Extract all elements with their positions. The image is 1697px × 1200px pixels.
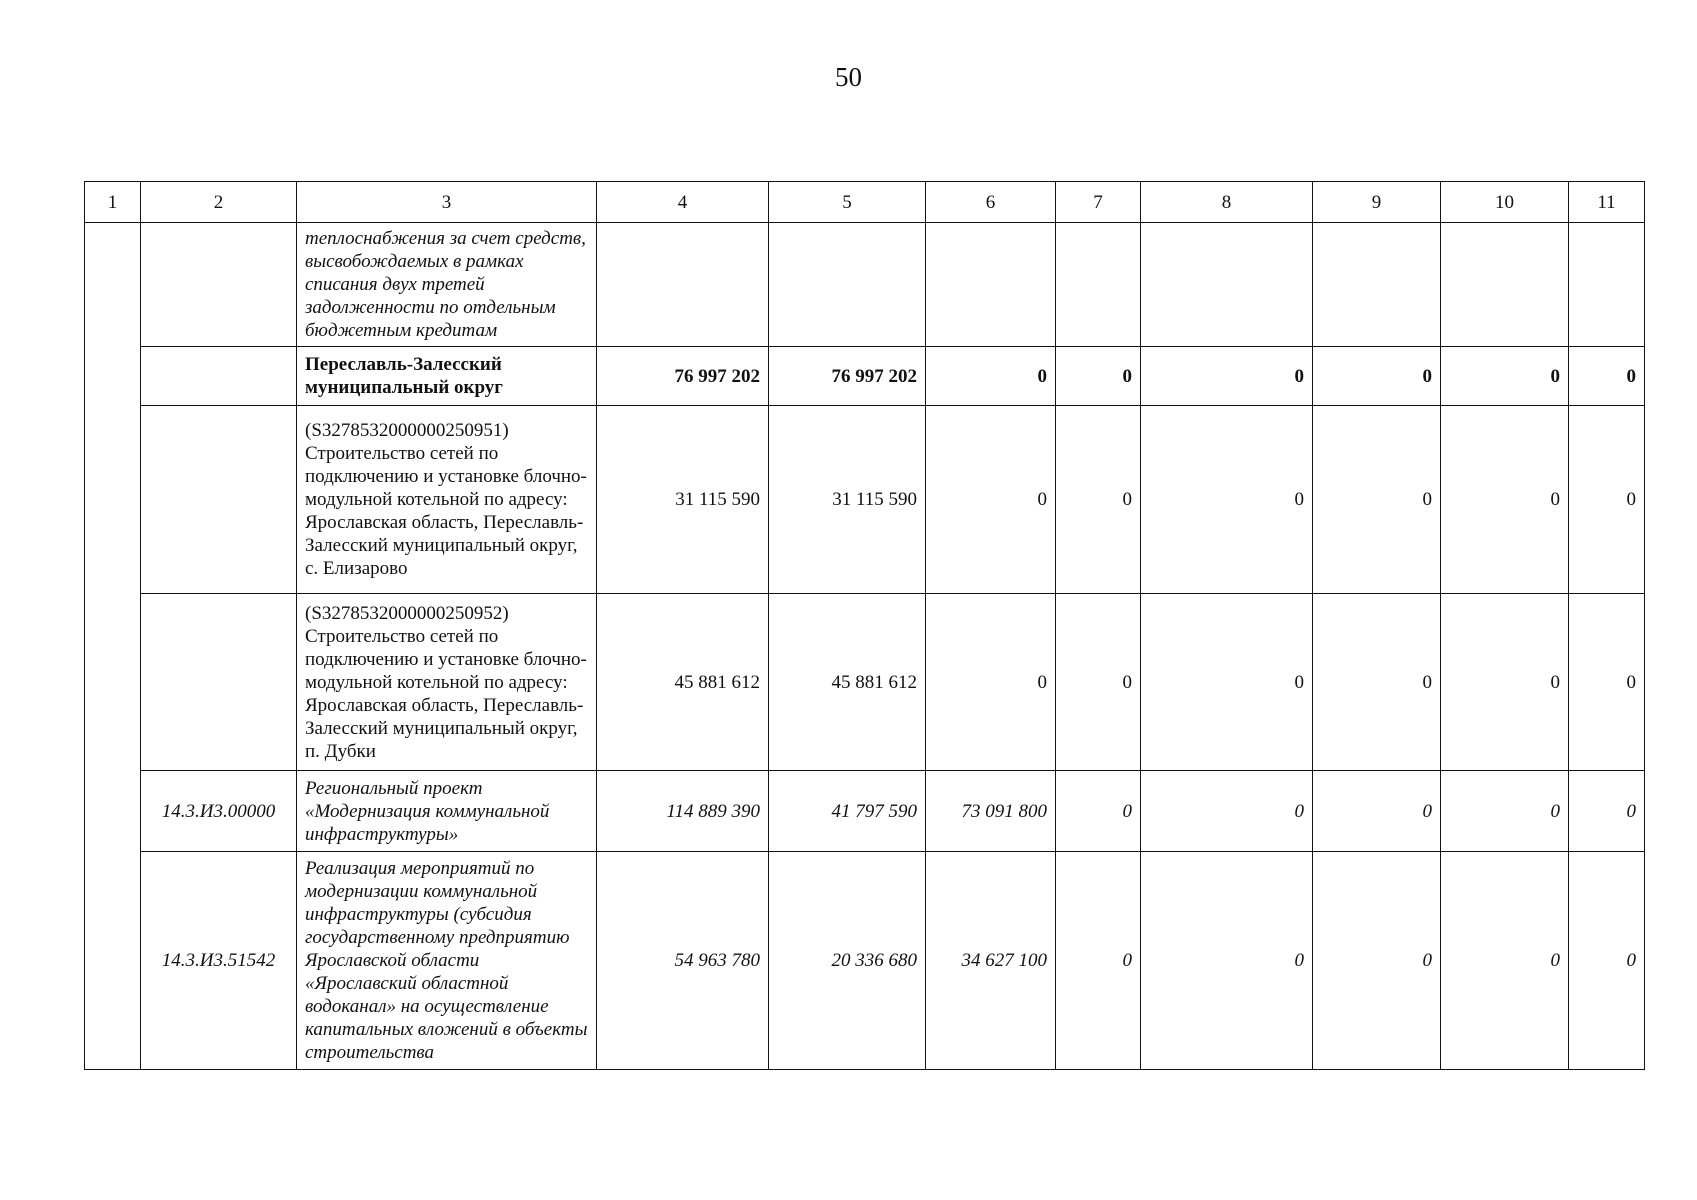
value-cell: 0 <box>1141 406 1313 594</box>
code-cell <box>141 594 297 771</box>
description-cell: Региональный проект «Модернизация коммунальной инфраструктуры» <box>297 771 597 852</box>
value-cell: 0 <box>1569 594 1645 771</box>
value-cell: 0 <box>926 594 1056 771</box>
column-header: 9 <box>1313 182 1441 223</box>
column-header: 7 <box>1056 182 1141 223</box>
value-cell <box>769 223 926 347</box>
value-cell: 0 <box>1569 347 1645 406</box>
value-cell: 0 <box>1313 594 1441 771</box>
value-cell <box>1569 223 1645 347</box>
value-cell: 0 <box>1313 852 1441 1070</box>
column-header: 3 <box>297 182 597 223</box>
value-cell: 31 115 590 <box>597 406 769 594</box>
value-cell <box>1441 223 1569 347</box>
value-cell: 0 <box>926 347 1056 406</box>
column-number-row <box>85 182 1645 223</box>
value-cell <box>1056 223 1141 347</box>
table-row <box>85 406 1645 594</box>
value-cell <box>1141 223 1313 347</box>
description-cell: теплоснабжения за счет средств, высвобождаемых в рамках списания двух третей задолженности по отдельным бюджетным кредитам <box>297 223 597 347</box>
value-cell: 0 <box>1441 406 1569 594</box>
description-cell: Переславль-Залесский муниципальный округ <box>297 347 597 406</box>
value-cell: 0 <box>1441 347 1569 406</box>
value-cell <box>1313 223 1441 347</box>
table-row <box>85 771 1645 852</box>
column-header: 11 <box>1569 182 1645 223</box>
value-cell: 31 115 590 <box>769 406 926 594</box>
code-cell <box>141 347 297 406</box>
budget-table <box>84 181 1645 1070</box>
value-cell: 0 <box>1141 852 1313 1070</box>
value-cell: 0 <box>1141 347 1313 406</box>
table-row <box>85 347 1645 406</box>
value-cell: 34 627 100 <box>926 852 1056 1070</box>
value-cell: 0 <box>1056 406 1141 594</box>
code-cell: 14.3.И3.00000 <box>141 771 297 852</box>
table-row <box>85 223 1645 347</box>
description-cell: (S3278532000000250951) Строительство сетей по подключению и установке блочно-модульной котельной по адресу: Ярославская область, Переславль-Залесский муниципальный округ, с. Елизарово <box>297 406 597 594</box>
value-cell: 0 <box>1569 771 1645 852</box>
column-header: 1 <box>85 182 141 223</box>
description-cell: Реализация мероприятий по модернизации коммунальной инфраструктуры (субсидия государственному предприятию Ярославской области «Ярославский областной водоканал» на осуществление капитальных вложений в объекты строительства <box>297 852 597 1070</box>
value-cell: 0 <box>926 406 1056 594</box>
value-cell: 0 <box>1141 771 1313 852</box>
table-row <box>85 594 1645 771</box>
value-cell: 41 797 590 <box>769 771 926 852</box>
value-cell: 114 889 390 <box>597 771 769 852</box>
code-cell <box>141 406 297 594</box>
column-header: 4 <box>597 182 769 223</box>
value-cell: 0 <box>1441 771 1569 852</box>
value-cell: 45 881 612 <box>597 594 769 771</box>
value-cell: 0 <box>1056 771 1141 852</box>
value-cell: 73 091 800 <box>926 771 1056 852</box>
value-cell: 0 <box>1141 594 1313 771</box>
section-number-cell <box>85 223 141 1070</box>
code-cell <box>141 223 297 347</box>
column-header: 10 <box>1441 182 1569 223</box>
value-cell: 76 997 202 <box>597 347 769 406</box>
table-row <box>85 852 1645 1070</box>
page-number: 50 <box>835 62 862 92</box>
value-cell: 0 <box>1313 406 1441 594</box>
value-cell: 0 <box>1441 594 1569 771</box>
value-cell: 0 <box>1056 347 1141 406</box>
column-header: 5 <box>769 182 926 223</box>
value-cell: 0 <box>1569 406 1645 594</box>
column-header: 8 <box>1141 182 1313 223</box>
value-cell <box>597 223 769 347</box>
value-cell: 0 <box>1056 594 1141 771</box>
value-cell: 76 997 202 <box>769 347 926 406</box>
description-cell: (S3278532000000250952) Строительство сетей по подключению и установке блочно-модульной котельной по адресу: Ярославская область, Переславль-Залесский муниципальный округ, п. Дубки <box>297 594 597 771</box>
value-cell: 20 336 680 <box>769 852 926 1070</box>
value-cell: 0 <box>1313 347 1441 406</box>
value-cell: 45 881 612 <box>769 594 926 771</box>
value-cell: 0 <box>1313 771 1441 852</box>
column-header: 2 <box>141 182 297 223</box>
value-cell: 0 <box>1441 852 1569 1070</box>
column-header: 6 <box>926 182 1056 223</box>
value-cell: 0 <box>1056 852 1141 1070</box>
value-cell: 54 963 780 <box>597 852 769 1070</box>
code-cell: 14.3.И3.51542 <box>141 852 297 1070</box>
value-cell <box>926 223 1056 347</box>
value-cell: 0 <box>1569 852 1645 1070</box>
